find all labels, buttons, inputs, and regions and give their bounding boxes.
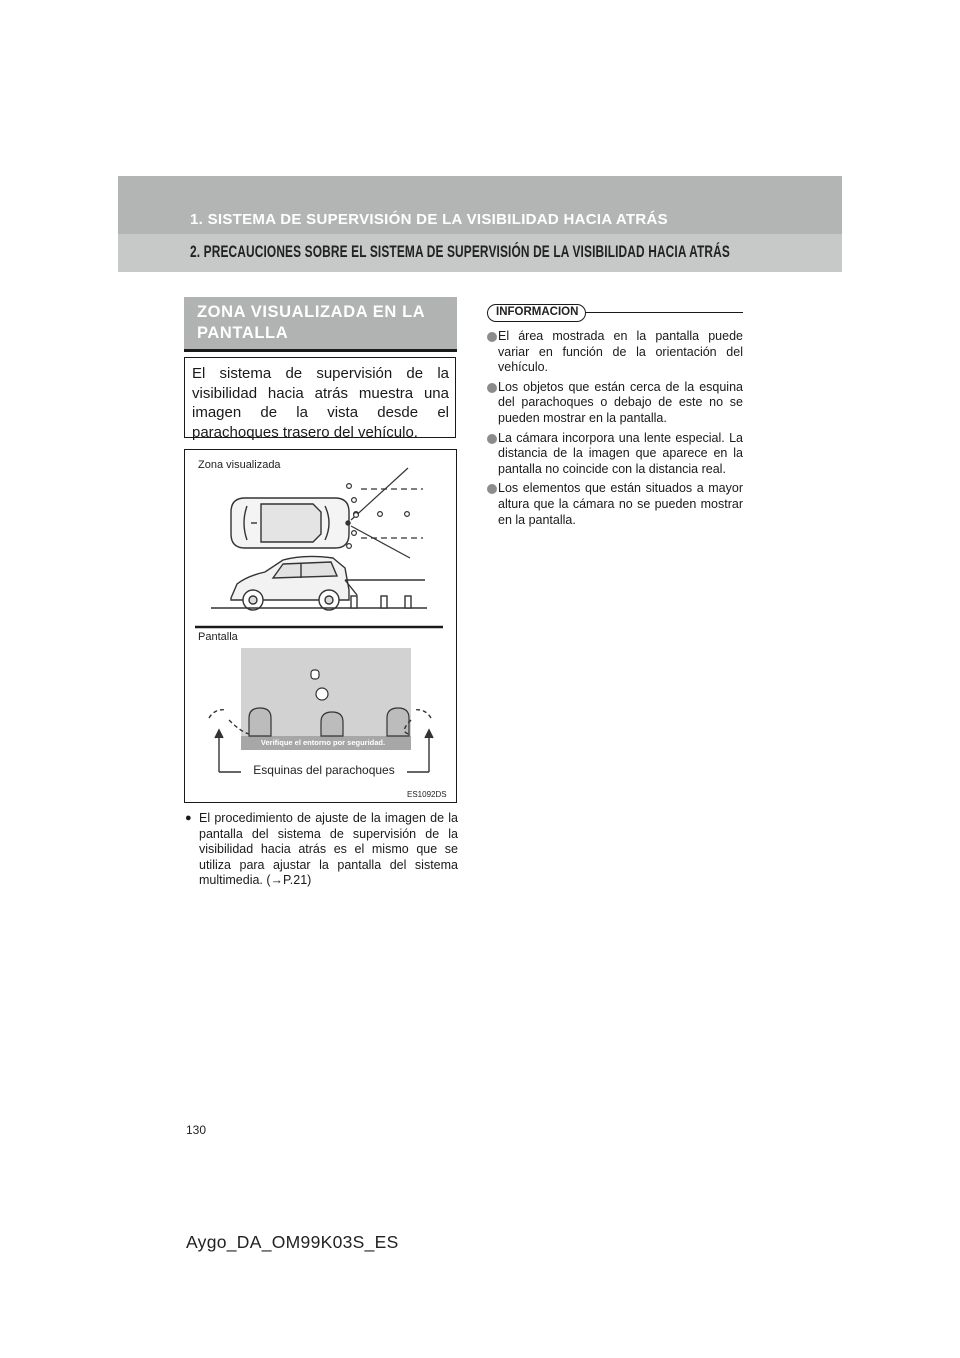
figure-code: ES1092DS: [407, 790, 447, 799]
view-lines: [351, 468, 423, 558]
page-header: [118, 176, 842, 272]
label-zona-visualizada: Zona visualizada: [198, 459, 281, 471]
bullet-mark: ●: [185, 812, 192, 824]
chapter-title: 2. PRECAUCIONES SOBRE EL SISTEMA DE SUPERVISIÓN DE LA VISIBILIDAD HACIA ATRÁS: [190, 242, 730, 261]
info-item: [487, 481, 743, 528]
bullet-dot-icon: [487, 484, 497, 494]
bullet-note: [185, 811, 458, 889]
car-side-view: [231, 556, 349, 610]
info-item-text: Los objetos que están cerca de la esquina del parachoques o debajo de este no se pueden mostrar en la pantalla.: [498, 379, 743, 425]
section-title: 1. SISTEMA DE SUPERVISIÓN DE LA VISIBILIDAD HACIA ATRÁS: [190, 211, 668, 228]
bullet-dot-icon: [487, 332, 497, 342]
info-item: [487, 380, 743, 427]
page-number: 130: [186, 1123, 207, 1137]
info-item-text: Los elementos que están situados a mayor altura que la cámara no se pueden mostrar en la pantalla.: [498, 481, 743, 527]
marker-circles: [347, 484, 410, 549]
info-tag-label: INFORMACION: [496, 306, 579, 318]
camera-diagram: [184, 449, 457, 803]
info-item-text: El área mostrada en la pantalla puede variar en función de la orientación del vehículo.: [498, 329, 743, 375]
bullet-dot-icon: [487, 434, 497, 444]
diagram-illustration: [185, 450, 455, 801]
bullet-note-text: El procedimiento de ajuste de la imagen de la pantalla del sistema de supervisión de la visibilidad hacia atrás es el mismo que se utiliza para ajustar la pantalla del sistema multimedia. (→P.21): [199, 811, 458, 888]
car-top-view: [231, 498, 350, 548]
screen-overlay-text: Verifique el entorno por seguridad.: [260, 738, 386, 747]
info-item: [487, 329, 743, 376]
intro-text: El sistema de supervisión de la visibilidad hacia atrás muestra una imagen de la vista desde el parachoques trasero del vehículo.: [192, 365, 449, 441]
zone-heading: [184, 297, 457, 352]
info-tag: [487, 304, 586, 322]
label-esquinas: Esquinas del parachoques: [247, 763, 401, 777]
intro-box: [184, 357, 456, 441]
info-list: [487, 329, 743, 532]
zone-heading-text: ZONA VISUALIZADA EN LA PANTALLA: [197, 303, 425, 342]
info-item-text: La cámara incorpora una lente especial. La distancia de la imagen que aparece en la pantalla no coincide con la distancia real.: [498, 430, 743, 476]
document-code: Aygo_DA_OM99K03S_ES: [186, 1232, 399, 1252]
info-item: [487, 431, 743, 478]
label-pantalla: Pantalla: [198, 631, 238, 643]
bullet-dot-icon: [487, 383, 497, 393]
